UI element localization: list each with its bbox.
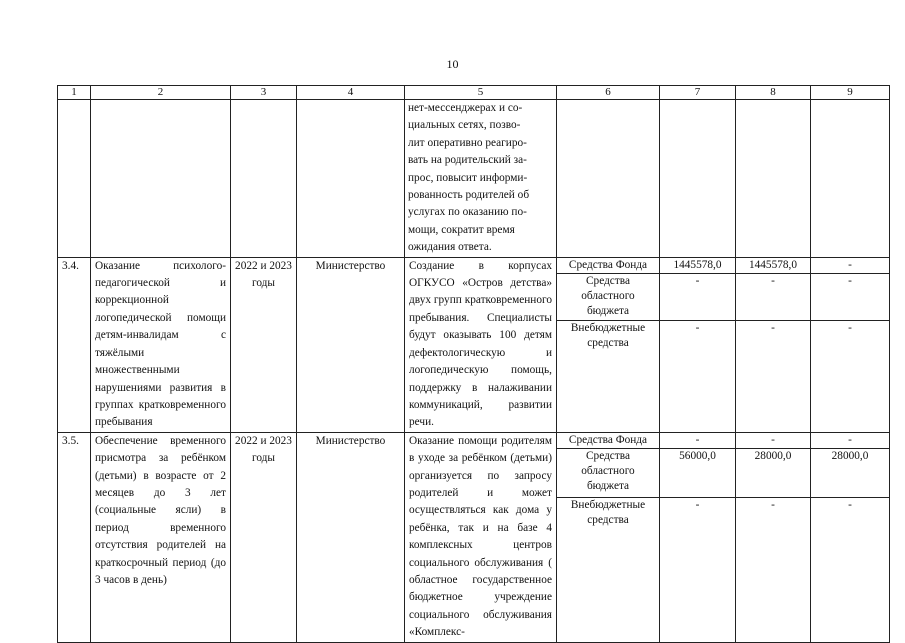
- amount-2022: -: [736, 321, 811, 432]
- header-cell: 9: [811, 86, 890, 100]
- continuation-line: мощи, сократит время: [408, 223, 515, 236]
- header-cell: 5: [405, 86, 557, 100]
- amount-2023: -: [811, 432, 890, 449]
- funding-source: Средства областного бюджета: [557, 449, 660, 498]
- funding-source: Средства Фонда: [557, 257, 660, 273]
- amount-total: 1445578,0: [660, 257, 736, 273]
- header-cell: 8: [736, 86, 811, 100]
- amount-2022: 1445578,0: [736, 257, 811, 273]
- executor: Министерство: [297, 432, 405, 642]
- amount-2022: -: [736, 273, 811, 321]
- continuation-row: [58, 100, 890, 258]
- continuation-line: циальных сетях, позво-: [408, 119, 521, 132]
- continuation-line: услугах по оказанию по-: [408, 206, 527, 219]
- header-row: [58, 86, 890, 100]
- page-number: 10: [446, 57, 459, 71]
- amount-2023: -: [811, 257, 890, 273]
- continuation-result-cell: [405, 100, 557, 258]
- continuation-line: лит оперативно реагиро-: [408, 136, 527, 149]
- header-cell: 6: [557, 86, 660, 100]
- amount-2023: -: [811, 497, 890, 642]
- measure-name: Обеспечение временного присмотра за ребёнком (детьми) в возрасте от 2 месяцев до 3 лет (социальные ясли) в период временного отсутствия родителей на краткосрочный период (до 3 часов в день): [91, 432, 231, 642]
- funding-source: Внебюджетные средства: [557, 321, 660, 432]
- expected-result: Оказание помощи родителям в уходе за ребёнком (детьми) организуется по запросу родителей и может осуществляться как дома у ребёнка, так и на базе 4 комплексных центров социального обслуживания ( областное государственное бюджетное учреждение социального обслуживания «Комплекс-: [405, 432, 557, 642]
- header-cell: 4: [297, 86, 405, 100]
- amount-2023: -: [811, 273, 890, 321]
- table-row: [58, 432, 890, 449]
- header-cell: 1: [58, 86, 91, 100]
- funding-source: Внебюджетные средства: [557, 497, 660, 642]
- header-cell: 7: [660, 86, 736, 100]
- header-cell: 2: [91, 86, 231, 100]
- table-row: [58, 257, 890, 273]
- continuation-line: ожидания ответа.: [408, 241, 492, 254]
- row-number: 3.4.: [58, 257, 91, 432]
- row-number: 3.5.: [58, 432, 91, 642]
- funding-source: Средства областного бюджета: [557, 273, 660, 321]
- period: 2022 и 2023 годы: [231, 432, 297, 642]
- amount-total: -: [660, 273, 736, 321]
- amount-total: -: [660, 497, 736, 642]
- funding-source: Средства Фонда: [557, 432, 660, 449]
- continuation-line: прос, повысит информи-: [408, 171, 528, 184]
- amount-2022: -: [736, 432, 811, 449]
- continuation-line: рованность родителей об: [408, 189, 530, 202]
- amount-total: -: [660, 321, 736, 432]
- amount-total: -: [660, 432, 736, 449]
- amount-2022: 28000,0: [736, 449, 811, 498]
- header-cell: 3: [231, 86, 297, 100]
- amount-2023: -: [811, 321, 890, 432]
- measure-name: Оказание психолого-педагогической и коррекционной логопедической помощи детям-инвалидам с тяжёлыми множественными нарушениями развития в группах кратковременного пребывания: [91, 257, 231, 432]
- period: 2022 и 2023 годы: [231, 257, 297, 432]
- program-table: [57, 85, 890, 643]
- amount-total: 56000,0: [660, 449, 736, 498]
- executor: Министерство: [297, 257, 405, 432]
- amount-2023: 28000,0: [811, 449, 890, 498]
- expected-result: Создание в корпусах ОГКУСО «Остров детства» двух групп кратковременного пребывания. Специалисты будут оказывать 100 детям дефектологическую и логопедическую помощь, поддержку в налаживании коммуникаций, развитии речи.: [405, 257, 557, 432]
- amount-2022: -: [736, 497, 811, 642]
- continuation-line: вать на родительский за-: [408, 154, 527, 167]
- continuation-line: нет-мессенджерах и со-: [408, 102, 523, 114]
